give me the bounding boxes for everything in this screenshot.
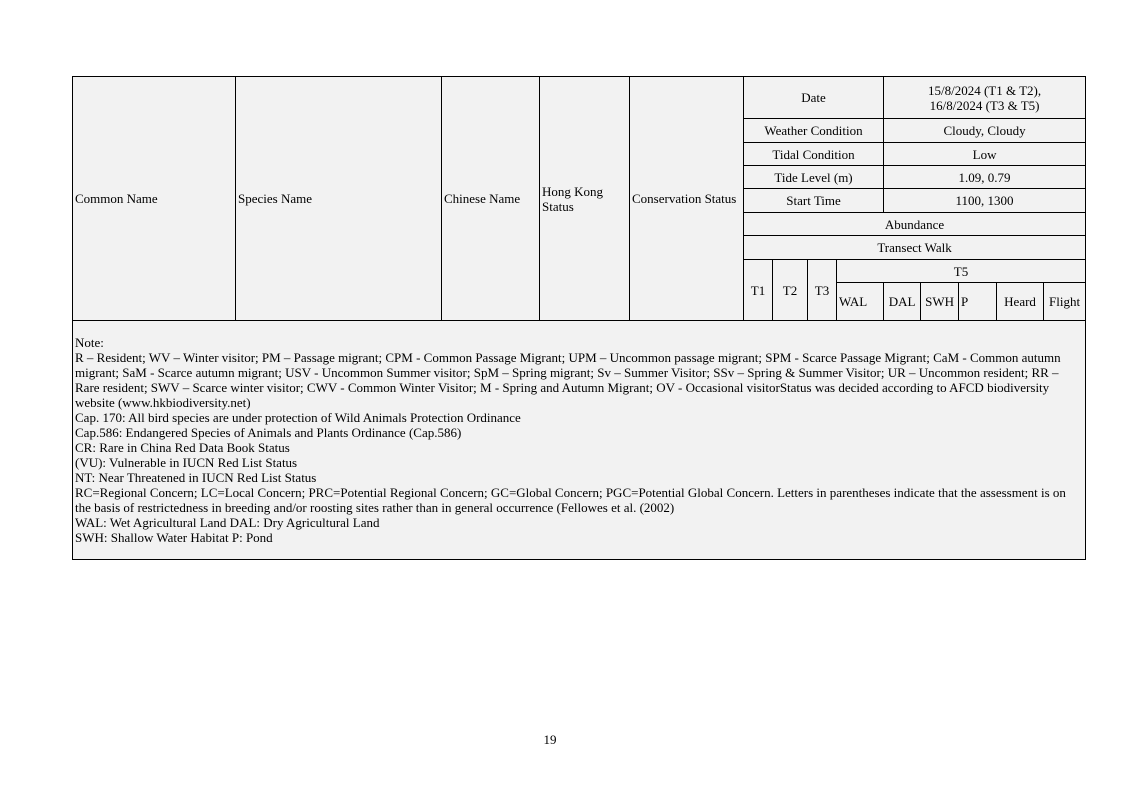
header-dal: DAL bbox=[884, 283, 921, 321]
note-nt: NT: Near Threatened in IUCN Red List Status bbox=[75, 470, 317, 485]
tidal-label: Tidal Condition bbox=[744, 143, 884, 166]
header-swh: SWH bbox=[921, 283, 959, 321]
tidal-value: Low bbox=[884, 143, 1086, 166]
header-conservation-status: Conservation Status bbox=[630, 77, 744, 321]
note-cap-170: Cap. 170: All bird species are under protection of Wild Animals Protection Ordinance bbox=[75, 410, 521, 425]
date-label: Date bbox=[744, 77, 884, 119]
abundance-label: Abundance bbox=[744, 213, 1086, 236]
note-cr: CR: Rare in China Red Data Book Status bbox=[75, 440, 290, 455]
note-vu: (VU): Vulnerable in IUCN Red List Status bbox=[75, 455, 298, 470]
start-time-label: Start Time bbox=[744, 189, 884, 213]
header-heard: Heard bbox=[997, 283, 1044, 321]
start-time-value: 1100, 1300 bbox=[884, 189, 1086, 213]
header-t1: T1 bbox=[744, 260, 773, 321]
note-swh-p: SWH: Shallow Water Habitat P: Pond bbox=[75, 530, 273, 545]
header-p: P bbox=[959, 283, 997, 321]
note-status-codes: R – Resident; WV – Winter visitor; PM – Passage migrant; CPM - Common Passage Migrant; UPM – Uncommon passage migrant; SPM - Scarce Passage Migrant; CaM - Common autumn migrant; SaM - Scarce autumn migrant; USV - Uncommon Summer visitor; SpM – Spring migrant; Sv – Summer Visitor; SSv – Spring & Summer Visitor; UR – Uncommon resident; RR – Rare resident; SWV – Scarce winter visitor; CWV - Common Winter Visitor; M - Spring and Autumn Migrant; OV - Occasional visitorStatus was decided according to AFCD biodiversity website (www.hkbiodiversity.net) bbox=[75, 350, 1061, 410]
page-number: 19 bbox=[543, 732, 557, 747]
weather-label: Weather Condition bbox=[744, 119, 884, 143]
header-chinese-name: Chinese Name bbox=[442, 77, 540, 321]
transect-walk-label: Transect Walk bbox=[744, 236, 1086, 260]
bird-survey-table bbox=[72, 76, 1086, 560]
header-common-name: Common Name bbox=[73, 77, 236, 321]
header-t3: T3 bbox=[808, 260, 837, 321]
note-wal-dal: WAL: Wet Agricultural Land DAL: Dry Agricultural Land bbox=[75, 515, 380, 530]
tide-level-label: Tide Level (m) bbox=[744, 166, 884, 189]
header-flight: Flight bbox=[1044, 283, 1086, 321]
date-value-line-1: 15/8/2024 (T1 & T2), bbox=[927, 82, 1042, 98]
header-t5: T5 bbox=[837, 260, 1086, 283]
note-concern-codes: RC=Regional Concern; LC=Local Concern; PRC=Potential Regional Concern; GC=Global Concern; PGC=Potential Global Concern. Letters in parentheses indicate that the assessment is on the basis of restrictedness in breeding and/or roosting sites rather than in general occurrence (Fellowes et al. (2002) bbox=[75, 485, 1066, 515]
header-species-name: Species Name bbox=[236, 77, 442, 321]
note-cap-586: Cap.586: Endangered Species of Animals and Plants Ordinance (Cap.586) bbox=[75, 425, 462, 440]
notes-cell bbox=[73, 321, 1086, 560]
header-hk-status: Hong Kong Status bbox=[540, 77, 630, 321]
weather-value: Cloudy, Cloudy bbox=[884, 119, 1086, 143]
header-wal: WAL bbox=[837, 283, 884, 321]
header-t2: T2 bbox=[773, 260, 808, 321]
date-value-line-2: 16/8/2024 (T3 & T5) bbox=[929, 97, 1040, 113]
note-heading: Note: bbox=[75, 335, 104, 350]
date-value bbox=[884, 77, 1086, 119]
tide-level-value: 1.09, 0.79 bbox=[884, 166, 1086, 189]
